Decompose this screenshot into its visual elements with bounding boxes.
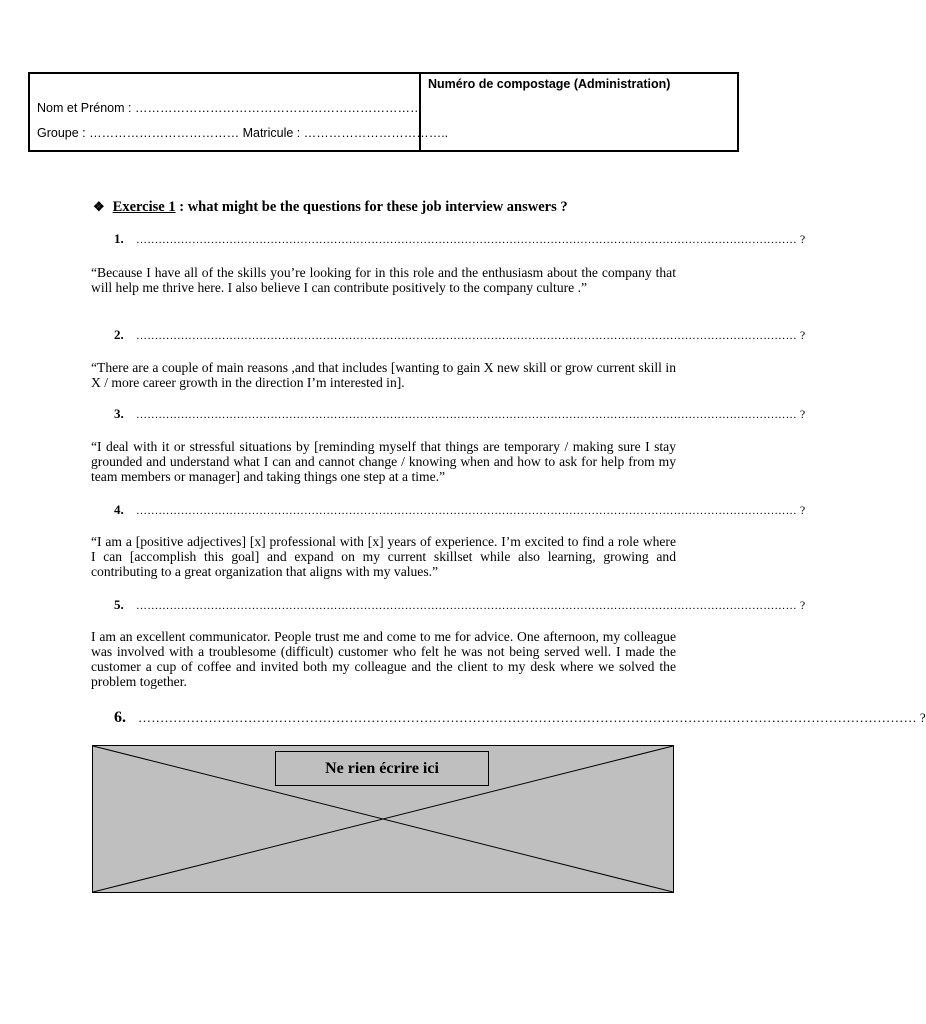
question-number: 6. [114,709,126,726]
question-mark: ? [799,407,806,421]
admin-number-label: Numéro de compostage (Administration) [428,77,671,91]
question-mark: ? [799,598,806,612]
question-number: 5. [114,597,124,612]
question-line-5 [114,597,806,613]
student-identity-cell [30,74,449,150]
do-not-write-area [92,745,674,893]
answer-text-2: “There are a couple of main reasons ,and that includes [wanting to gain X new skill or grow current skill in X / more career growth in the direction I’m interested in]. [91,360,676,390]
answer-blank: …………………………………………………………………………………………………………………………………………………………… [136,409,797,421]
answer-text-3: “I deal with it or stressful situations by [reminding myself that things are temporary / making sure I stay grounded and understand what I can and cannot change / knowing when and how to ask for help from my team members or manager] and taking things one step at a time.” [91,439,676,484]
exercise-label: Exercise 1 [112,199,176,215]
question-mark: ? [799,328,806,342]
answer-blank: …………………………………………………………………………………………………………………………………………………………… [136,234,797,246]
name-field: Nom et Prénom : …………………………………………………………… [37,101,423,115]
answer-text-4: “I am a [positive adjectives] [x] professional with [x] years of experience. I’m excited to find a role where I can [accomplish this goal] and expand on my current skillset while also learning, growing and contributing to a great organization that aligns with my values.” [91,534,676,579]
question-mark: ? [799,503,806,517]
exercise-instruction: : what might be the questions for these job interview answers ? [175,199,568,215]
do-not-write-label: Ne rien écrire ici [275,751,489,786]
question-number: 4. [114,502,124,517]
group-matricule-field: Groupe : ……………………………… Matricule : …………………………….. [37,126,449,140]
question-mark: ? [799,232,806,246]
answer-blank: …………………………………………………………………………………………………………………………………………………………… [136,505,797,517]
student-info-header [28,72,739,152]
question-line-4 [114,502,806,518]
answer-blank: …………………………………………………………………………………………………………………………………………………………… [136,600,797,612]
answer-text-5: I am an excellent communicator. People trust me and come to me for advice. One afternoon, my colleague was involved with a troublesome (difficult) customer who felt he was not being served well. I made the customer a cup of coffee and invited both my colleague and the client to my desk where we solved the problem together. [91,629,676,689]
question-line-6 [114,709,926,727]
question-number: 2. [114,327,124,342]
question-line-1 [114,231,806,247]
exercise-title [93,199,568,216]
question-number: 1. [114,231,124,246]
question-line-3 [114,406,806,422]
question-mark: ? [919,710,926,725]
question-line-2 [114,327,806,343]
answer-text-1: “Because I have all of the skills you’re looking for in this role and the enthusiasm about the company that will help me thrive here. I also believe I can contribute positively to the company culture .” [91,265,676,295]
question-number: 3. [114,406,124,421]
admin-number-cell [421,74,737,150]
answer-blank: …………………………………………………………………………………………………………………………………………………………… [138,710,917,725]
diamond-bullet-icon: ❖ [93,199,105,214]
answer-blank: …………………………………………………………………………………………………………………………………………………………… [136,330,797,342]
